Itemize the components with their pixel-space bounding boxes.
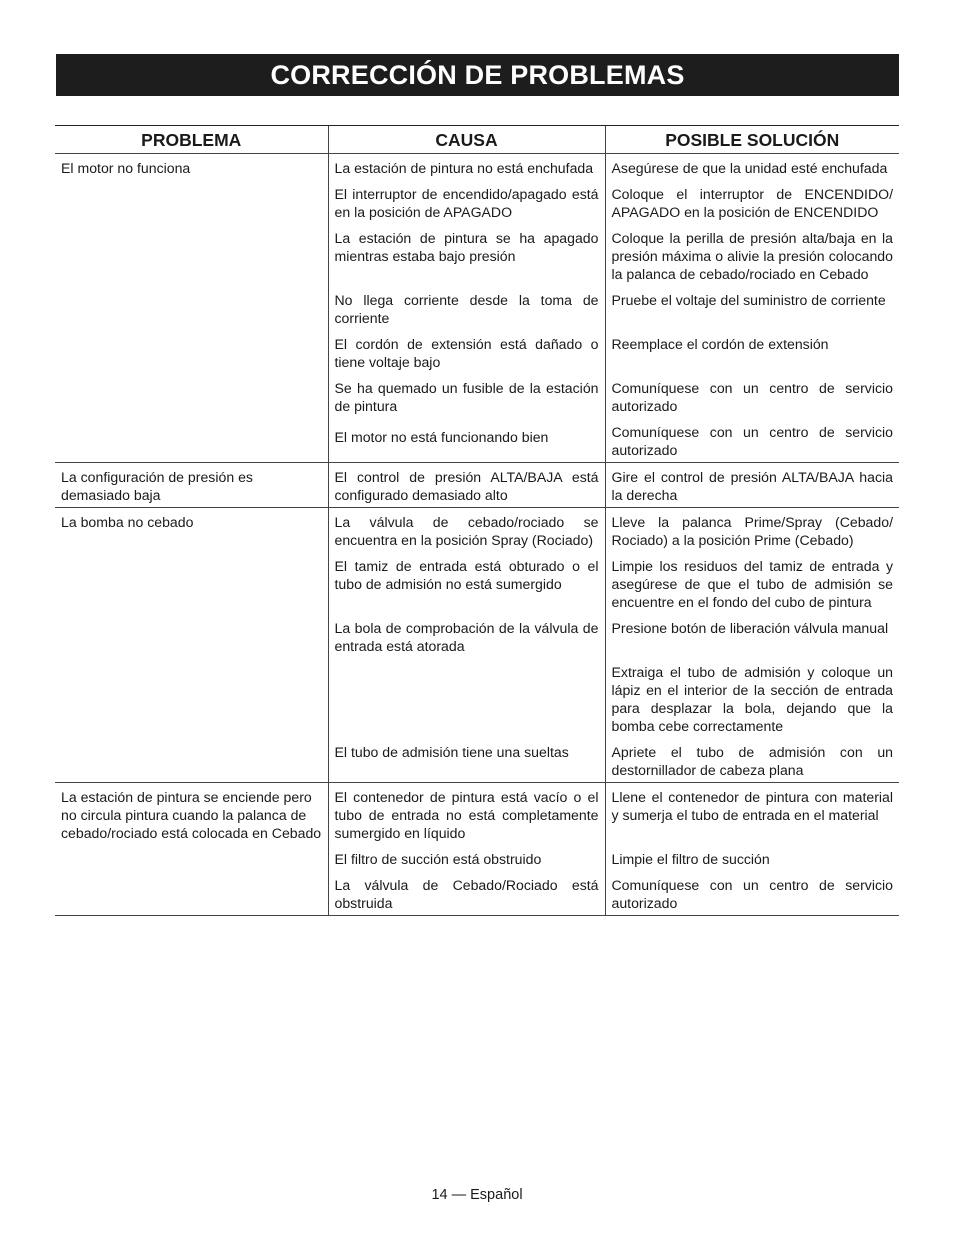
cause-cell: La bola de comprobación de la válvula de entrada está atorada <box>328 614 605 658</box>
problem-cell: La bomba no cebado <box>55 508 328 783</box>
cause-cell: El motor no está funcionando bien <box>328 418 605 463</box>
solution-cell: Limpie los residuos del tamiz de entrada y asegúrese de que el tubo de admisión se encuentre en el fondo del cubo de pintura <box>605 552 899 614</box>
solution-cell: Lleve la palanca Prime/Spray (Cebado/ Rociado) a la posición Prime (Cebado) <box>605 508 899 553</box>
solution-cell: Coloque el interruptor de ENCENDIDO/ APAGADO en la posición de ENCENDIDO <box>605 180 899 224</box>
cause-cell: El cordón de extensión está dañado o tiene voltaje bajo <box>328 330 605 374</box>
header-problem: PROBLEMA <box>55 126 328 154</box>
solution-cell: Llene el contenedor de pintura con material y sumerja el tubo de entrada en el material <box>605 783 899 846</box>
cause-cell: Se ha quemado un fusible de la estación de pintura <box>328 374 605 418</box>
table-row <box>55 508 899 553</box>
solution-cell: Comuníquese con un centro de servicio autorizado <box>605 871 899 916</box>
solution-cell: Limpie el filtro de succión <box>605 845 899 871</box>
table-row <box>55 783 899 846</box>
problem-cell: La configuración de presión es demasiado baja <box>55 463 328 508</box>
cause-cell: La estación de pintura no está enchufada <box>328 154 605 181</box>
cause-cell: El filtro de succión está obstruido <box>328 845 605 871</box>
cause-cell: El interruptor de encendido/apagado está en la posición de APAGADO <box>328 180 605 224</box>
solution-cell: Comuníquese con un centro de servicio autorizado <box>605 418 899 463</box>
page-title: CORRECCIÓN DE PROBLEMAS <box>56 54 899 96</box>
cause-cell: La válvula de Cebado/Rociado está obstruida <box>328 871 605 916</box>
solution-cell: Asegúrese de que la unidad esté enchufada <box>605 154 899 181</box>
solution-cell: Presione botón de liberación válvula manual <box>605 614 899 658</box>
solution-cell: Coloque la perilla de presión alta/baja en la presión máxima o alivie la presión colocando la palanca de cebado/rociado en Cebado <box>605 224 899 286</box>
cause-cell <box>328 658 605 738</box>
table-row <box>55 463 899 508</box>
table-header-row <box>55 126 899 154</box>
cause-cell: La estación de pintura se ha apagado mientras estaba bajo presión <box>328 224 605 286</box>
solution-cell: Pruebe el voltaje del suministro de corriente <box>605 286 899 330</box>
solution-cell: Gire el control de presión ALTA/BAJA hacia la derecha <box>605 463 899 508</box>
solution-cell: Reemplace el cordón de extensión <box>605 330 899 374</box>
problem-cell: El motor no funciona <box>55 154 328 463</box>
page-footer: 14 — Español <box>431 1187 523 1203</box>
troubleshooting-table <box>55 125 899 916</box>
cause-cell: El control de presión ALTA/BAJA está configurado demasiado alto <box>328 463 605 508</box>
cause-cell: El contenedor de pintura está vacío o el tubo de entrada no está completamente sumergido en líquido <box>328 783 605 846</box>
problem-cell: La estación de pintura se enciende pero no circula pintura cuando la palanca de cebado/rociado está colocada en Cebado <box>55 783 328 916</box>
cause-cell: No llega corriente desde la toma de corriente <box>328 286 605 330</box>
cause-cell: El tubo de admisión tiene una sueltas <box>328 738 605 783</box>
solution-cell: Extraiga el tubo de admisión y coloque un lápiz en el interior de la sección de entrada para desplazar la bola, dejando que la bomba cebe correctamente <box>605 658 899 738</box>
cause-cell: La válvula de cebado/rociado se encuentra en la posición Spray (Rociado) <box>328 508 605 553</box>
solution-cell: Apriete el tubo de admisión con un destornillador de cabeza plana <box>605 738 899 783</box>
header-cause: CAUSA <box>328 126 605 154</box>
header-solution: POSIBLE SOLUCIÓN <box>605 126 899 154</box>
table-row <box>55 154 899 181</box>
solution-cell: Comuníquese con un centro de servicio autorizado <box>605 374 899 418</box>
cause-cell: El tamiz de entrada está obturado o el tubo de admisión no está sumergido <box>328 552 605 614</box>
